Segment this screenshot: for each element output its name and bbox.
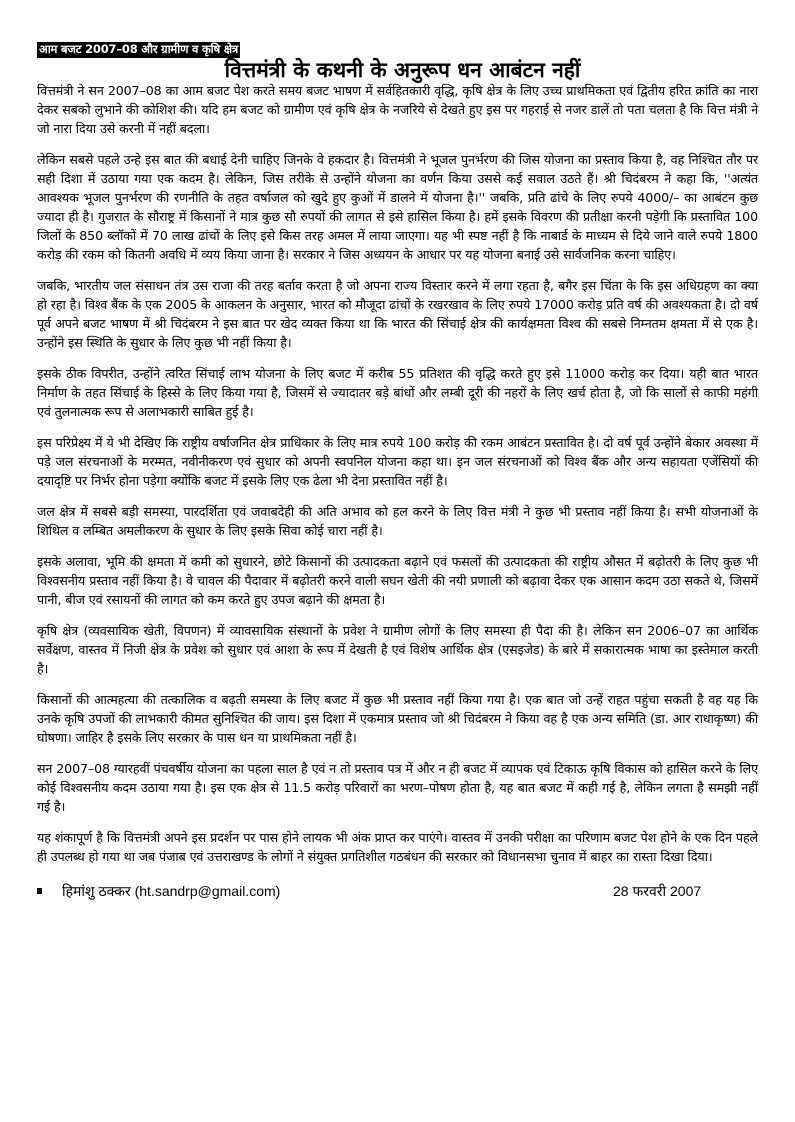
section-header bbox=[37, 38, 758, 58]
paragraph: लेकिन सबसे पहले उन्हे इस बात की बधाई देनी चाहिए जिनके वे हकदार है। वित्तमंत्री ने भूजल पुनर्भरण की जिस योजना का प्रस्ताव किया है, वह निश्चित तौर पर सही दिशा में उठाया गया एक कदम है। लेकिन, जिस तरीके से उन्होंने योजना का वर्णन किया उससे कई सवाल उठते हैं। श्री चिदंबरम ने कहा कि, ''अत्यंत आवश्यक भूजल पुनर्भरण की रणनीति के तहत वर्षाजल को खुदे हुए कुओं में डालने में योजना है।'' जबकि, प्रति ढांचे के लिए रुपये 4000/– का आबंटन कुछ ज्यादा ही है। गुजरात के सौराष्ट्र में किसानों ने मात्र कुछ सौ रुपयों की लागत से इसे हासिल किया है। हमें इसके विवरण की प्रतीक्षा करनी पड़ेगी कि प्रस्तावित 100 जिलों के 850 ब्लॉकों में 70 लाख ढांचों के लिए इसे किस तरह अमल में लाया जाएगा। यह भी स्पष्ट नहीं है कि नाबार्ड के माध्यम से दिये जाने वाले रुपये 1800 करोड़ की रकम को कितनी अवधि में व्यय किया जाना है। सरकार ने जिस अध्ययन के आधार पर यह योजना बनाई उसे सार्वजनिक करना चाहिए। bbox=[37, 152, 758, 262]
paragraph: इसके अलावा, भूमि की क्षमता में कमी को सुधारने, छोटे किसानों की उत्पादकता बढ़ाने एवं फसलों की उत्पादकता की राष्ट्रीय औसत में बढ़ोतरी के लिए कुछ भी विश्वसनीय प्रस्ताव नहीं किया है। वे चावल की पैदावार में बढ़ोतरी करने वाली सघन खेती की नयी प्रणाली को बढ़ावा देकर एक आसान कदम उठा सकते थे, जिसमें पानी, बीज एवं रसायनों की लागत को कम करते हुए उपज बढ़ाने की क्षमता है। bbox=[37, 554, 758, 607]
paragraph: इसके ठीक विपरीत, उन्होंने त्वरित सिंचाई लाभ योजना के लिए बजट में करीब 55 प्रतिशत की वृद्धि करते हुए इसे 11000 करोड़ कर दिया। यही बात भारत निर्माण के तहत सिंचाई के हिस्से के लिए किया गया है, जिसमें से ज्यादातर बड़े बांधों और लम्बी दूरी की नहरों के लिए खर्च होता है, जो कि सालों से काफी महंगी एवं तुलनात्मक रूप से अलाभकारी साबित हुई है। bbox=[37, 366, 758, 419]
square-bullet-icon bbox=[37, 888, 42, 894]
section-label: आम बजट 2007–08 और ग्रामीण व कृषि क्षेत्र bbox=[39, 42, 239, 56]
paragraph: यह शंकापूर्ण है कि वित्तमंत्री अपने इस प्रदर्शन पर पास होने लायक भी अंक प्राप्त कर पाएंगे। वास्तव में उनकी परीक्षा का परिणाम बजट पेश होने के एक दिन पहले ही उपलब्ध हो गया था जब पंजाब एवं उत्तराखण्ड के लोगों ने संयुक्त प्रगतिशील गठबंधन की सरकार को विधानसभा चुनाव में बाहर का रास्ता दिखा दिया। bbox=[37, 830, 758, 864]
publication-date: 28 फरवरी 2007 bbox=[613, 883, 702, 899]
paragraph: कृषि क्षेत्र (व्यवसायिक खेती, विपणन) में व्यावसायिक संस्थानों के प्रवेश ने ग्रामीण लोगों के लिए समस्या ही पैदा की है। लेकिन सन 2006–07 का आर्थिक सर्वेक्षण, वास्तव में निजी क्षेत्र के प्रवेश को सुधार एवं आशा के रूप में देखती है एवं विशेष आर्थिक क्षेत्र (एसइजेड) के बारे में सकारात्मक भाषा का इस्तेमाल करती है। bbox=[37, 623, 758, 676]
paragraph: सन 2007–08 ग्यारहवीं पंचवर्षीय योजना का पहला साल है एवं न तो प्रस्ताव पत्र में और न ही बजट में व्यापक एवं टिकाऊ कृषि विकास को हासिल करने के लिए कोई विश्वसनीय कदम उठाया गया है। इस एक क्षेत्र से 11.5 करोड़ परिवारों का भरण–पोषण होता है, यह बात बजट में कही गई है, लेकिन लगता है समझी नहीं गई है। bbox=[37, 761, 758, 814]
author-byline: हिमांशु ठक्कर (ht.sandrp@gmail.com) bbox=[62, 883, 281, 899]
article-body bbox=[37, 81, 758, 866]
paragraph: वित्तमंत्री ने सन 2007–08 का आम बजट पेश करते समय बजट भाषण में सर्वहितकारी वृद्धि, कृषि क्षेत्र के लिए उच्च प्राथमिकता एवं द्वितीय हरित क्रांति का नारा देकर सबको लुभाने की कोशिश की। यदि हम बजट को ग्रामीण एवं कृषि क्षेत्र के नजरिये से देखते हुए इस पर गहराई से नजर डालें तो पता चलता है कि वित्त मंत्री ने जो नारा दिया उसे करनी में नहीं बदला। bbox=[37, 83, 758, 136]
paragraph: जल क्षेत्र में सबसे बड़ी समस्या, पारदर्शिता एवं जवाबदेही की अति अभाव को हल करने के लिए वित्त मंत्री ने कुछ भी प्रस्ताव नहीं किया है। सभी योजनाओं के शिथिल व लम्बित अमलीकरण के सुधार के लिए इसके सिवा कोई चारा नहीं है। bbox=[37, 504, 758, 538]
article-title: वित्तमंत्री के कथनी के अनुरूप धन आबंटन नहीं bbox=[224, 58, 581, 82]
document-page bbox=[37, 38, 758, 902]
paragraph: किसानों की आत्महत्या की तत्कालिक व बढ़ती समस्या के लिए बजट में कुछ भी प्रस्ताव नहीं किया गया है। एक बात जो उन्हें राहत पहुंचा सकती है वह यह कि उनके कृषि उपजों की लाभकारी कीमत सुनिश्चित की जाय। इस दिशा में एकमात्र प्रस्ताव जो श्री चिदंबरम ने किया वह है एक अन्य समिति (डा. आर राधाकृष्ण) की घोषणा। जाहिर है इसके लिए सरकार के पास धन या प्राथमिकता नहीं है। bbox=[37, 692, 758, 745]
paragraph: इस परिप्रेक्ष्य में ये भी देखिए कि राष्ट्रीय वर्षाजनित क्षेत्र प्राधिकार के लिए मात्र रुपये 100 करोड़ की रकम आबंटन प्रस्तावित है। दो वर्ष पूर्व उन्होंने बेकार अवस्था में पड़े जल संरचनाओं के मरम्मत, नवीनीकरण एवं सुधार को अपनी स्वपनिल योजना कहा था। इन जल संरचनाओं को विश्व बैंक और अन्य सहायता एजेंसियों की दयादृष्टि पर निर्भर होना पड़ेगा क्योंकि बजट में इसके लिए एक ढेला भी देना प्रस्तावित नहीं है। bbox=[37, 435, 758, 488]
paragraph: जबकि, भारतीय जल संसाधन तंत्र उस राजा की तरह बर्ताव करता है जो अपना राज्य विस्तार करने में लगा रहता है, बगैर इस चिंता के कि इस अधिग्रहण का क्या हो रहा है। विश्व बैंक के एक 2005 के आकलन के अनुसार, भारत को मौजूदा ढांचों के रखरखाव के लिए रुपये 17000 करोड़ प्रति वर्ष की अवश्यकता है। दो वर्ष पूर्व अपने बजट भाषण में श्री चिदंबरम ने इस बात पर खेद व्यक्त किया था कि भारत की सिंचाई क्षेत्र की कार्यक्षमता विश्व की सबसे निम्नतम क्षमता में से एक है। उन्होंने इस स्थिति के सुधार के लिए कुछ भी नहीं किया है। bbox=[37, 278, 758, 350]
article-footer bbox=[37, 880, 758, 902]
